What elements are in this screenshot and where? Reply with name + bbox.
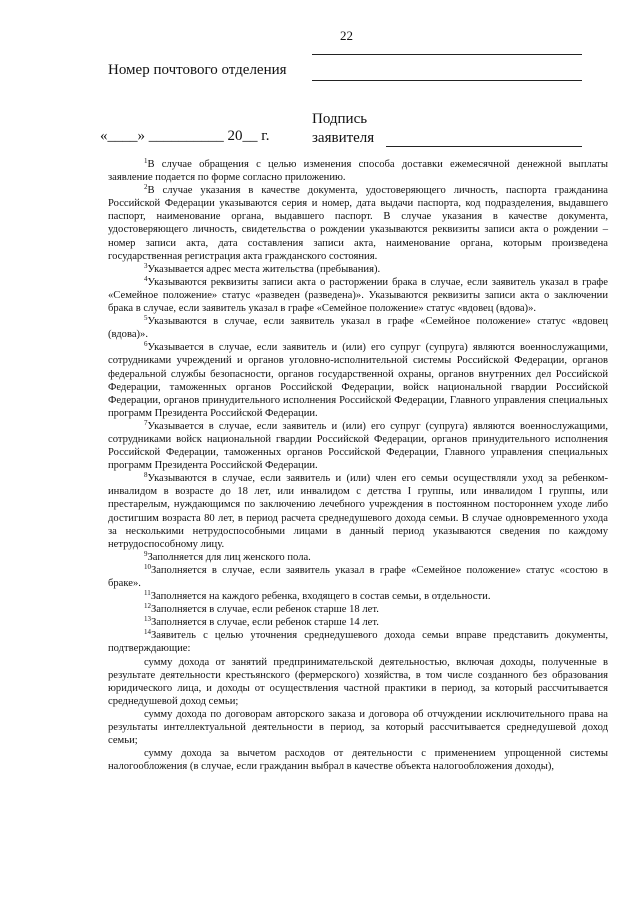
footnote-text: сумму дохода за вычетом расходов от деятельности с применением упрощенной системы налогообложения (в случае, если гражданин выбрал в качестве объекта налогообложения доходы), [108,748,608,773]
signature-label-line2: заявителя [312,130,375,146]
footnote [108,315,608,341]
footnote [108,420,608,472]
footnote [108,603,608,616]
footnote [108,590,608,603]
footnote-number: 8 [144,471,148,480]
postal-office-blank-line [312,80,582,81]
footnote-text: Указывается адрес места жительства (пребывания). [147,263,381,275]
footnote [108,276,608,315]
footnote [108,629,608,655]
footnote-number: 5 [144,314,148,323]
footnote [108,341,608,420]
footnote-text: Заполняется в случае, если ребенок старше 14 лет. [151,617,379,629]
footnotes [108,158,608,773]
footnote-text: сумму дохода от занятий предпринимательской деятельностью, включая доходы, полученные в результате деятельности крестьянского (фермерского) хозяйства, в том числе созданного без образования юридического лица, и доходы от осуществления частной практики в период, за который рассчитывается среднедушевой доход семьи; [108,656,608,707]
footnote-number: 4 [144,274,148,283]
footnote-number: 7 [144,418,148,427]
footnote-number: 13 [144,615,151,624]
footnote-number: 9 [144,549,148,558]
signature-label [312,110,374,148]
footnote-text: Заполняется в случае, если ребенок старше 18 лет. [151,604,379,616]
footnote-number: 3 [144,261,148,270]
footnote-text: Заявитель с целью уточнения среднедушевого дохода семьи вправе представить документы, подтверждающие: [108,630,608,655]
footnote-number: 1 [144,157,148,165]
page-number: 22 [340,28,353,43]
signature-blank-line [386,146,582,147]
footnote [108,656,608,708]
footnote-number: 11 [144,589,151,598]
signature-label-line1: Подпись [312,111,368,127]
footnote-text: сумму дохода по договорам авторского заказа и договора об отчуждении исключительного права на результаты интеллектуальной деятельности в период, за который рассчитывается среднедушевой доход семьи; [108,708,608,747]
date-field: «____» __________ 20__ г. [100,128,270,144]
footnote-number: 2 [144,183,148,192]
footnote [108,616,608,629]
postal-office-label: Номер почтового отделения [108,62,287,78]
footnote-text: Указываются в случае, если заявитель и (или) член его семьи осуществляли уход за ребенком-инвалидом в возрасте до 18 лет, или инвалидом с детства I группы, или инвалидом I группы, или престарелым, нуждающимся по заключению лечебного учреждения в постоянном постороннем уходе либо достигшим возраста 80 лет, в период расчета среднедушевого дохода семьи. В случае одновременного ухода за несколькими нетрудоспособными лицами в данный период указываются сведения по каждому нетрудоспособному лицу. [108,473,608,550]
footnote [108,158,608,184]
footnote-number: 10 [144,562,151,571]
footnote-number: 14 [144,628,151,637]
footnote [108,472,608,551]
footnote [108,551,608,564]
footnote-text: В случае указания в качестве документа, удостоверяющего личность, паспорта гражданина Российской Федерации указываются серия и номер, дата выдачи паспорта, код подразделения, выдавшего паспорт, наименование органа, выдавшего паспорт. В случае указания в качестве документа, удостоверяющего личность, свидетельства о рождении указываются реквизиты записи акта о рождении – номер записи акта, дата составления записи акта, наименование органа, которым произведена государственная регистрация акта гражданского состояния. [108,185,608,262]
footnote-number: 6 [144,340,148,349]
footnote-number: 12 [144,602,151,611]
footnote [108,263,608,276]
footnote-text: Указывается в случае, если заявитель и (или) его супруг (супруга) являются военнослужащими, сотрудниками войск национальной гвардии Российской Федерации, органов принудительного исполнения Российской Федерации, таможенных органов Российской Федерации, Главного управления специальных программ Президента Российской Федерации. [108,420,608,472]
footnote-text: Указываются реквизиты записи акта о расторжении брака в случае, если заявитель указал в графе «Семейное положение» статус «разведен (разведена)». Указываются реквизиты записи акта о заключении брака в случае, если заявитель указал в графе «Семейное положение» статус «вдовец (вдова)». [108,276,608,315]
footnote-text: Заполняется для лиц женского пола. [147,551,311,563]
footnote-text: Заполняется на каждого ребенка, входящего в состав семьи, в отдельности. [150,591,491,603]
footnote [108,564,608,590]
top-blank-line [312,54,582,55]
footnote [108,747,608,773]
footnote [108,184,608,263]
footnote-text: В случае обращения с целью изменения способа доставки ежемесячной денежной выплаты заявление подается по форме согласно приложению. [108,159,608,184]
footnote [108,708,608,747]
footnote-text: Заполняется в случае, если заявитель указал в графе «Семейное положение» статус «состою в браке». [108,564,608,589]
footnote-text: Указываются в случае, если заявитель указал в графе «Семейное положение» статус «вдовец (вдова)». [108,316,608,341]
footnote-text: Указывается в случае, если заявитель и (или) его супруг (супруга) являются военнослужащими, сотрудниками учреждений и органов уголовно-исполнительной системы Российской Федерации, органов федеральной службы безопасности, органов государственной охраны, органов внутренних дел Российской Федерации, таможенных органов Российской Федерации, войск национальной гвардии Российской Федерации, органов принудительного исполнения Российской Федерации, Главного управления специальных программ Президента Российской Федерации. [108,342,608,419]
